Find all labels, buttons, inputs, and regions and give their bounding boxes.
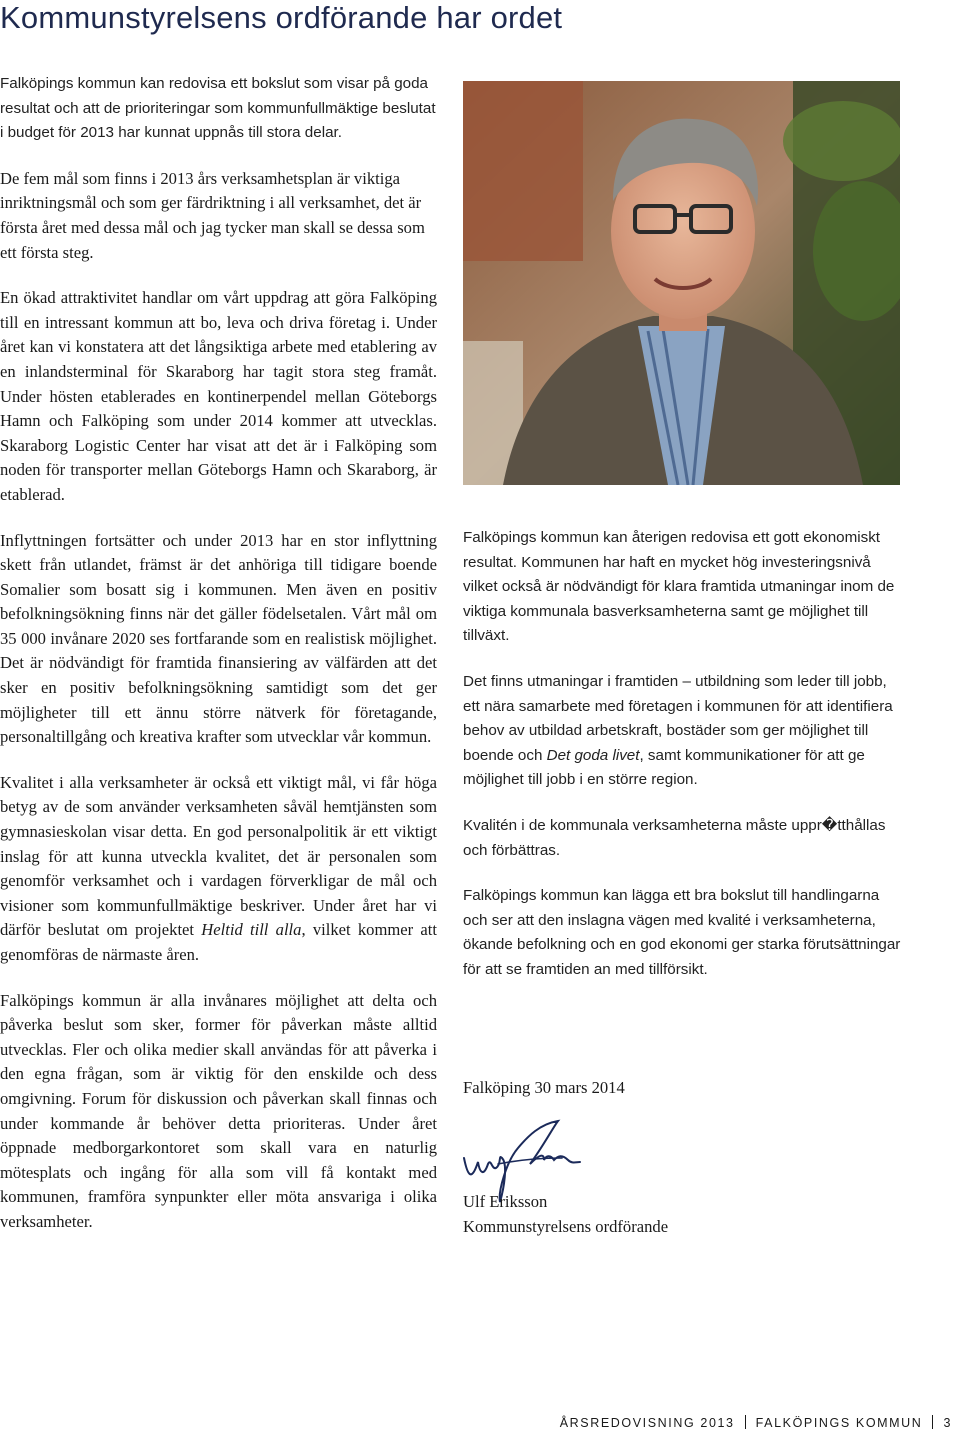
footer-divider [745,1415,746,1429]
left-column [0,72,437,1256]
quality-paragraph [0,771,437,968]
page-title: Kommunstyrelsens ordförande har ordet [0,0,563,35]
signatory [463,1190,668,1239]
project-name: Heltid till alla [201,920,302,940]
right-column [463,526,903,1004]
quality-text-start: Kvalitet i alla verksamheter är också ett viktigt mål, vi får höga betyg av de som använder verksamheten såväl hemtjänsten som gymnasieskolan visar detta. En god personalpolitik är ett viktigt inslag för att kunna utveckla kvalitet, det är personalen som genomför verksamhet och i vardagen förverkligar de mål och visioner som kommunfullmäktige beskriver. Under året har vi därför beslutat om projektet [0,772,437,940]
population-paragraph: Inflyttningen fortsätter och under 2013 har en stor inflyttning skett från utlandet, främst är det anhöriga till tidigare boende Somalier som bosatt sig i kommunen. Men även en positiv befolkningsökning finns när det gäller födelsetalen. Vårt mål om 35 000 invånare 2020 ses fortfarande som en realistisk möjlighet. Det är nödvändigt för framtida finansiering av välfärden att det sker en positiv befolkningsökning samtidigt som det ger möjligheter till ett ännu större nätverk för företagande, personaltillgång och kreativa krafter som utvecklar vår kommun. [0,530,437,747]
goals-paragraph: De fem mål som finns i 2013 års verksamhetsplan är viktiga inriktningsmål och som ger färdriktning i all verksamhet, det är första året med dessa mål och jag tycker man skall se dessa som ett första steg. [0,168,425,262]
result-paragraph: Falköpings kommun kan återigen redovisa ett gott ekonomiskt resultat. Kommunen har haft en mycket hög investeringsnivå vilket också är nödvändigt för klara framtida utmaningar inom de viktiga kommunala basverksamheterna samt ge möjlighet till tillväxt. [463,529,895,645]
place-and-date: Falköping 30 mars 2014 [463,1078,625,1097]
signatory-role: Kommunstyrelsens ordförande [463,1216,669,1236]
portrait-illustration [463,81,900,485]
quality-text-end: , vilket kommer att genomföras de närmaste åren. [0,920,437,964]
signatory-name: Ulf Eriksson [463,1192,548,1211]
footer-divider [932,1415,933,1429]
chairman-portrait-photo [463,81,900,485]
good-life-phrase: Det goda livet [546,746,640,764]
quality-note-paragraph: Kvalitén i de kommunala verksamheterna måste uppr�tthållas och förbättras. [463,816,886,859]
influence-paragraph: Falköpings kommun är alla invånares möjlighet att delta och påverka beslut som sker, former för påverkan måste alltid utvecklas. Fler och olika medier skall användas för att påverka i den egna frågan, som är viktig för den enskilde och dess omgivning. Forum för diskussion och påverkan skall finnas och under kommande år behöver detta prioriteras. Under året öppnade medborgarkontoret som skall vara en naturlig mötesplats och ingång för alla som vill få kontakt med kommunen, framföra synpunkter eller möta ansvariga i olika verksamheter. [0,990,437,1231]
challenges-text-end: , samt kommunikationer för att ge möjlighet till jobb i en större region. [463,746,865,789]
page-footer [560,1415,952,1430]
challenges-text-start: Det finns utmaningar i framtiden – utbildning som leder till jobb, ett nära samarbete med företagen i kommunen för att identifiera behov av utbildad arbetskraft, bostäder som ger möjlighet till boende och [463,672,893,764]
challenges-paragraph [463,670,903,793]
intro-paragraph: Falköpings kommun kan redovisa ett bokslut som visar på goda resultat och att de prioriteringar som kommunfullmäktige beslutat i budget för 2013 har kunnat uppnås till stora delar. [0,75,436,142]
footer-municipality: FALKÖPINGS KOMMUN [755,1416,923,1430]
attractiveness-paragraph: En ökad attraktivitet handlar om vårt uppdrag att göra Falköping till en intressant kommun att bo, leva och driva företag i. Under året kan vi konstatera att det långsiktiga arbete med etablering av en inlandsterminal för Skaraborg har tagit stora steg framåt. Under hösten etablerades en kontinerpendel mellan Göteborgs Hamn och Falköping som under 2014 kommer att utvecklas. Skaraborg Logistic Center har visat att det är i Falköping som noden för transporter mellan Göteborgs Hamn och Skaraborg, är etablerad. [0,288,437,504]
conclusion-paragraph: Falköpings kommun kan lägga ett bra bokslut till handlingarna och ser att den inslagna vägen med kvalité i verksamheterna, ökande befolkning och en god ekonomi ger starka förutsättningar för att se framtiden an med tillförsikt. [463,887,901,978]
page-number: 3 [943,1416,952,1430]
footer-report: ÅRSREDOVISNING 2013 [559,1416,735,1430]
